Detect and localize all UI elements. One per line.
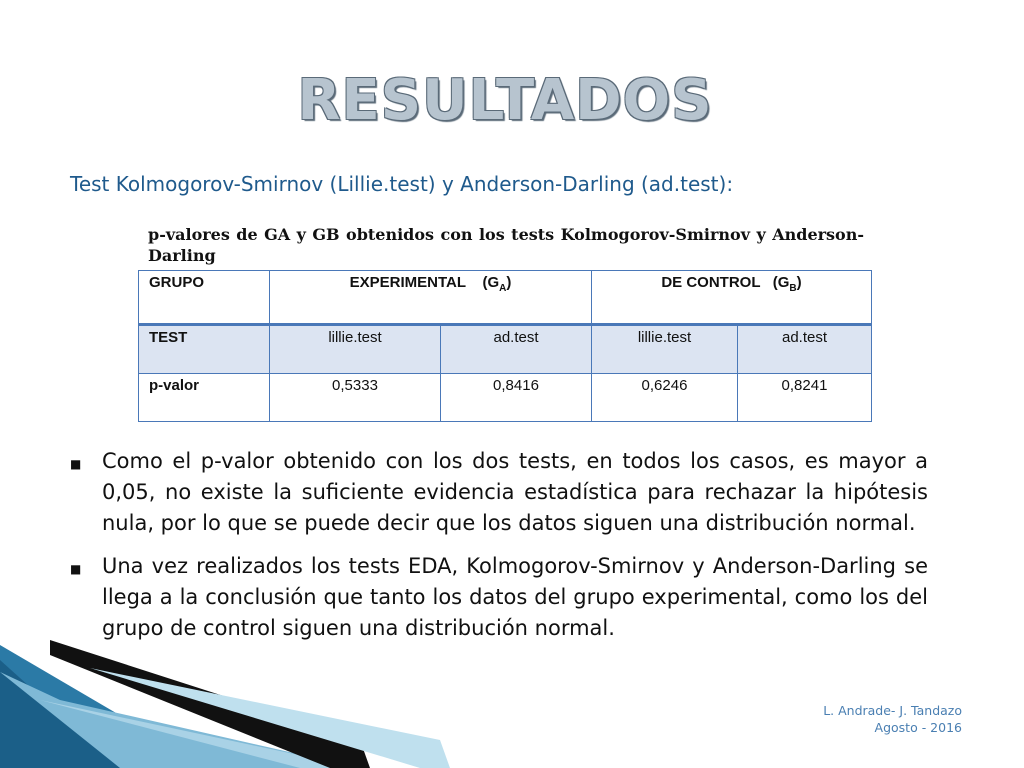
square-bullet-icon: ■ — [70, 562, 82, 576]
table-cell: 0,6246 — [592, 373, 738, 421]
experimental-header-cell — [270, 271, 592, 325]
slide-subtitle: Test Kolmogorov-Smirnov (Lillie.test) y Anderson-Darling (ad.test): — [70, 172, 734, 196]
list-item — [70, 446, 928, 539]
table-caption: p-valores de GA y GB obtenidos con los tests Kolmogorov-Smirnov y Anderson-Darling — [148, 225, 864, 265]
control-header-cell — [592, 271, 872, 325]
test-header-cell: TEST — [139, 324, 270, 373]
bullet-list — [70, 446, 928, 656]
bullet-text: Una vez realizados los tests EDA, Kolmogorov-Smirnov y Anderson-Darling se llega a la conclusión que tanto los datos del grupo experimental, como los del grupo de control siguen una distribución normal. — [102, 554, 928, 640]
control-symbol: (G — [772, 274, 790, 291]
table-header-row — [139, 271, 872, 325]
table-cell: lillie.test — [592, 324, 738, 373]
slide-title: RESULTADOS — [297, 68, 713, 133]
footer-authors: L. Andrade- J. Tandazo — [823, 703, 962, 718]
list-item — [70, 551, 928, 644]
footer — [823, 702, 962, 736]
group-header-cell: GRUPO — [139, 271, 270, 325]
table-row — [139, 373, 872, 421]
experimental-subscript: A — [499, 283, 507, 294]
table-cell: lillie.test — [270, 324, 441, 373]
table-cell: 0,8416 — [441, 373, 592, 421]
experimental-label: EXPERIMENTAL — [349, 274, 466, 291]
table-row — [139, 324, 872, 373]
control-label: DE CONTROL — [661, 274, 761, 291]
control-close: ) — [796, 274, 802, 291]
experimental-close: ) — [506, 274, 512, 291]
table-cell: ad.test — [738, 324, 872, 373]
square-bullet-icon: ■ — [70, 457, 82, 471]
table-cell: ad.test — [441, 324, 592, 373]
experimental-symbol: (G — [482, 274, 500, 291]
table-cell: 0,8241 — [738, 373, 872, 421]
footer-date: Agosto - 2016 — [874, 720, 962, 735]
pvalue-header-cell: p-valor — [139, 373, 270, 421]
pvalue-table — [138, 270, 872, 422]
control-subscript: B — [789, 283, 797, 294]
bullet-text: Como el p-valor obtenido con los dos tests, en todos los casos, es mayor a 0,05, no existe la suficiente evidencia estadística para rechazar la hipótesis nula, por lo que se puede decir que los datos siguen una distribución normal. — [102, 449, 928, 535]
table-cell: 0,5333 — [270, 373, 441, 421]
